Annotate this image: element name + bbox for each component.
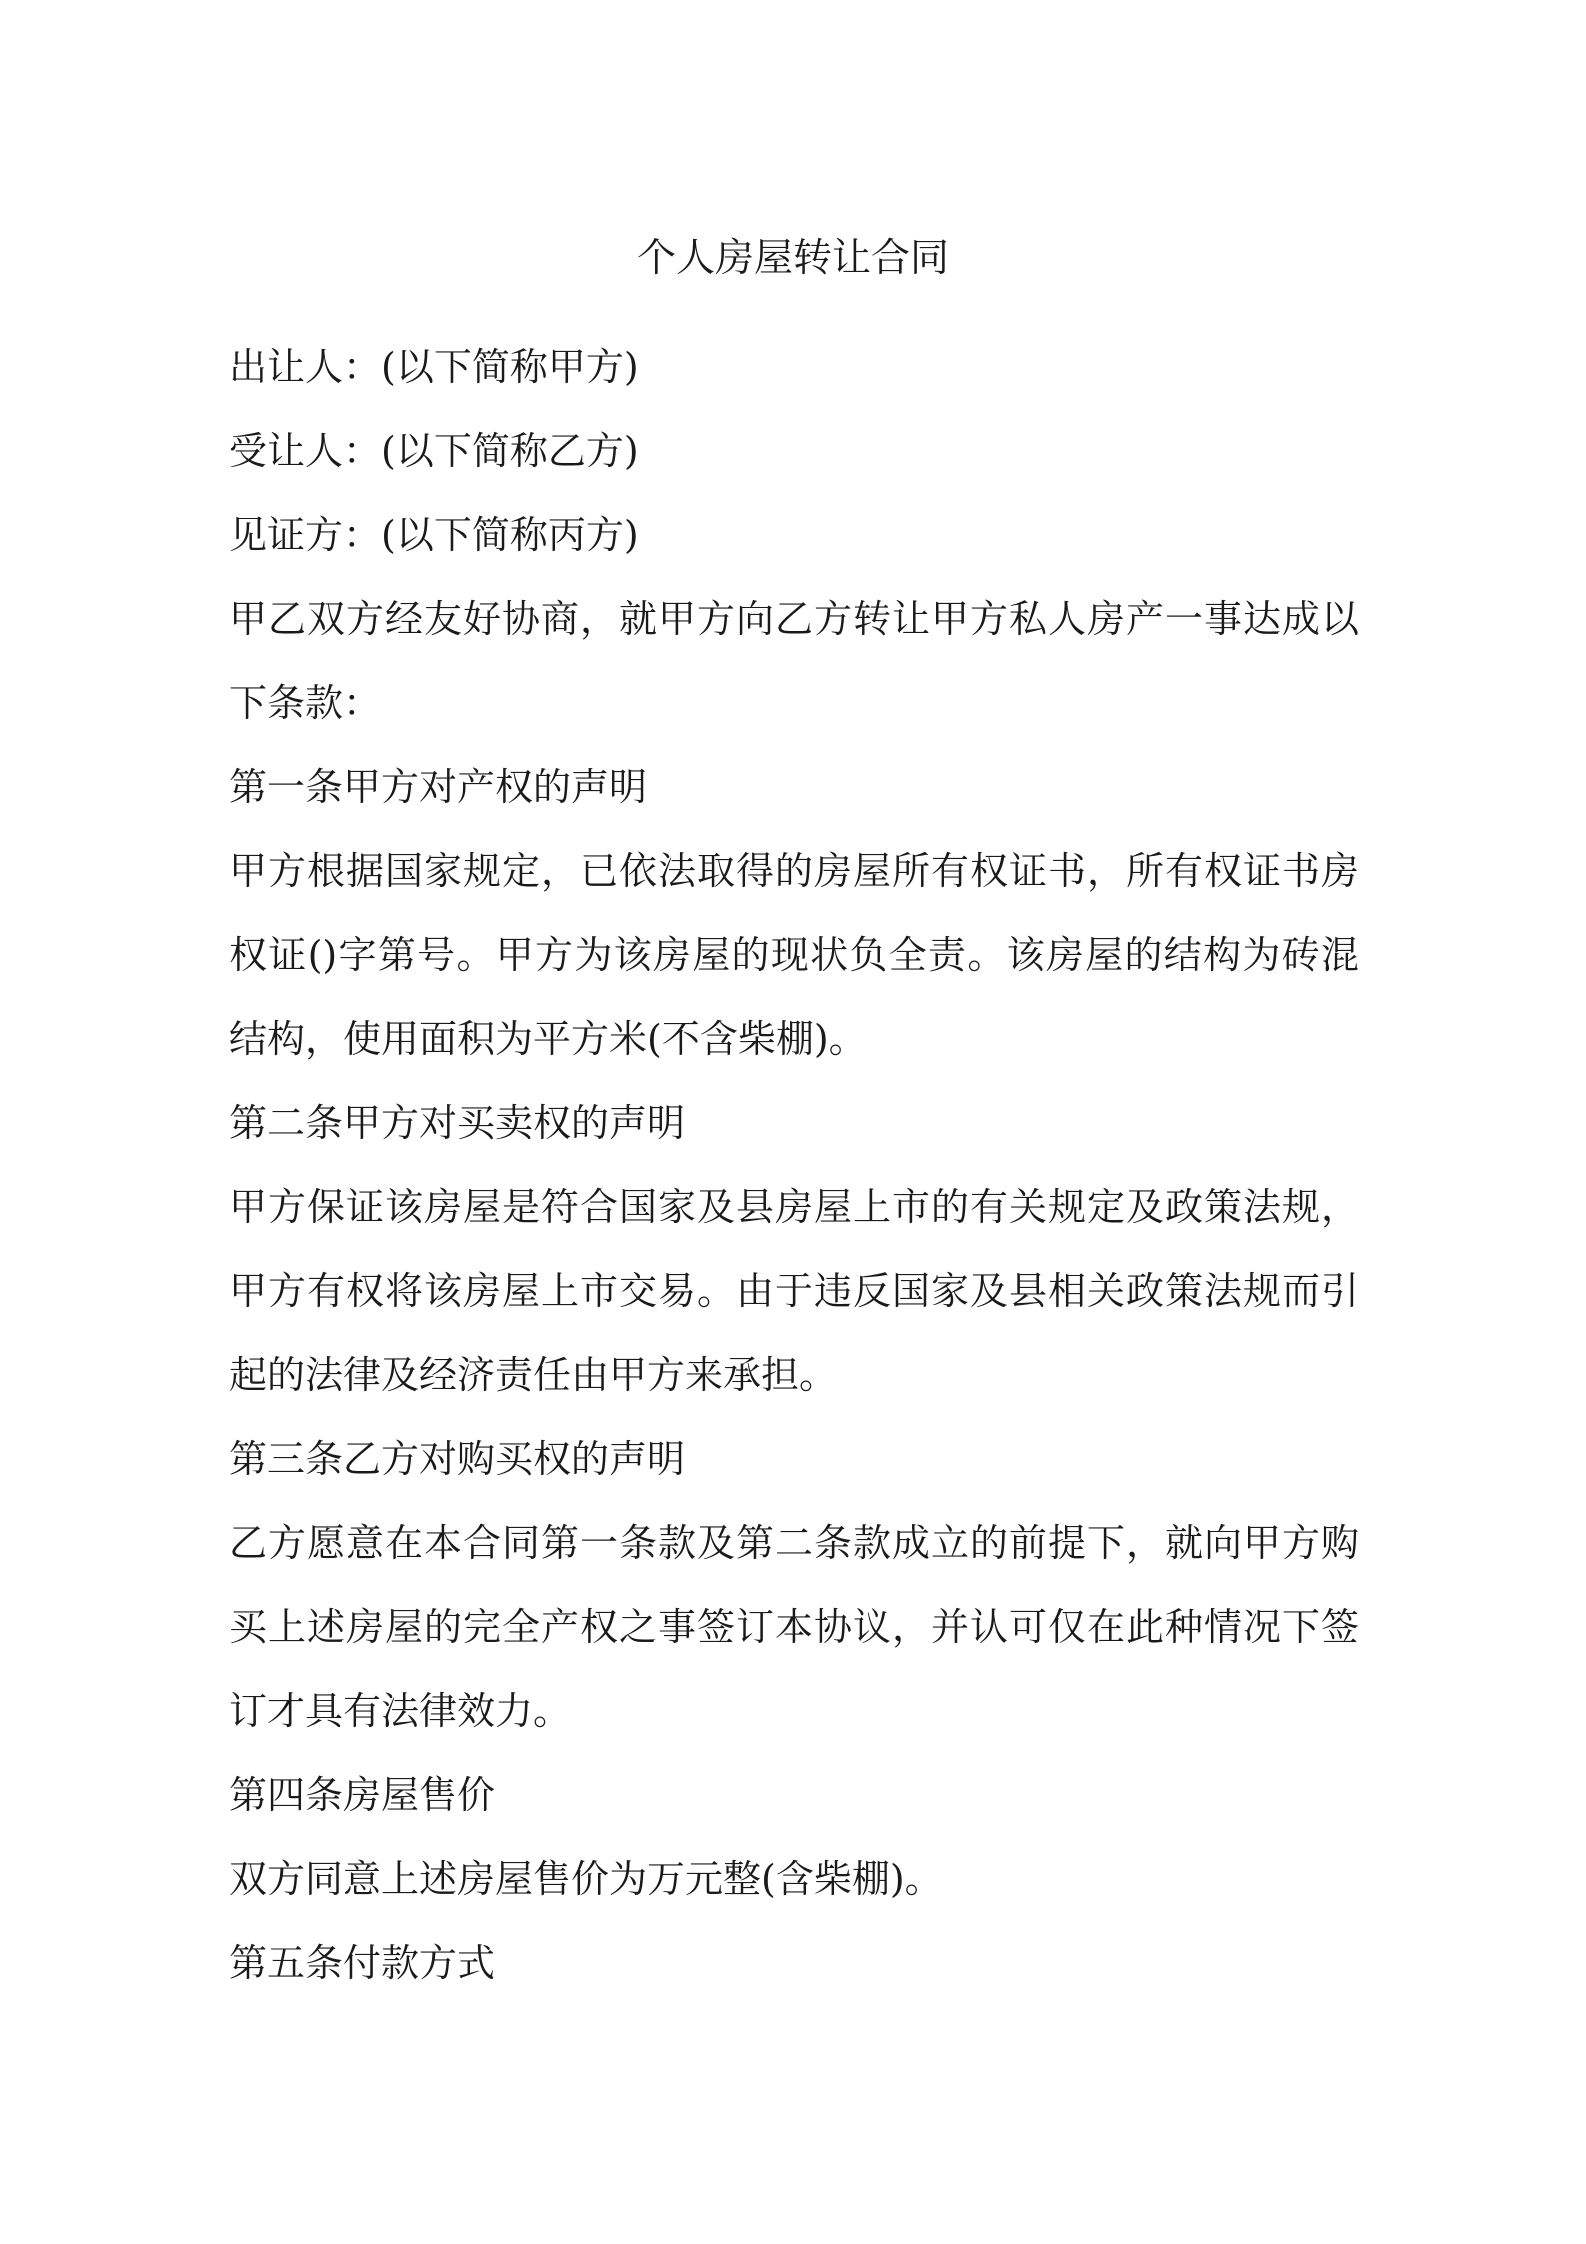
article-4-heading: 第四条房屋售价: [229, 1773, 496, 1817]
article-3-heading: 第三条乙方对购买权的声明: [229, 1437, 686, 1481]
party-seller: 出让人：(以下简称甲方): [229, 345, 639, 389]
article-4-body: 双方同意上述房屋售价为万元整(含柴棚)。: [229, 1857, 943, 1901]
document-body: [229, 325, 1359, 2005]
article-3-body: 乙方愿意在本合同第一条款及第二条款成立的前提下，就向甲方购买上述房屋的完全产权之事签订本协议，并认可仅在此种情况下签订才具有法律效力。: [229, 1521, 1359, 1733]
article-2-heading: 第二条甲方对买卖权的声明: [229, 1101, 686, 1145]
article-5-heading: 第五条付款方式: [229, 1941, 496, 1985]
document-title: 个人房屋转让合同: [636, 236, 949, 281]
party-buyer: 受让人：(以下简称乙方): [229, 429, 639, 473]
article-1-heading: 第一条甲方对产权的声明: [229, 765, 648, 809]
party-witness: 见证方：(以下简称丙方): [229, 513, 639, 557]
article-1-body: 甲方根据国家规定，已依法取得的房屋所有权证书，所有权证书房权证()字第号。甲方为该房屋的现状负全责。该房屋的结构为砖混结构，使用面积为平方米(不含柴棚)。: [229, 849, 1359, 1061]
article-2-body: 甲方保证该房屋是符合国家及县房屋上市的有关规定及政策法规，甲方有权将该房屋上市交易。由于违反国家及县相关政策法规而引起的法律及经济责任由甲方来承担。: [229, 1185, 1359, 1397]
intro-paragraph: 甲乙双方经友好协商，就甲方向乙方转让甲方私人房产一事达成以下条款：: [229, 597, 1359, 725]
